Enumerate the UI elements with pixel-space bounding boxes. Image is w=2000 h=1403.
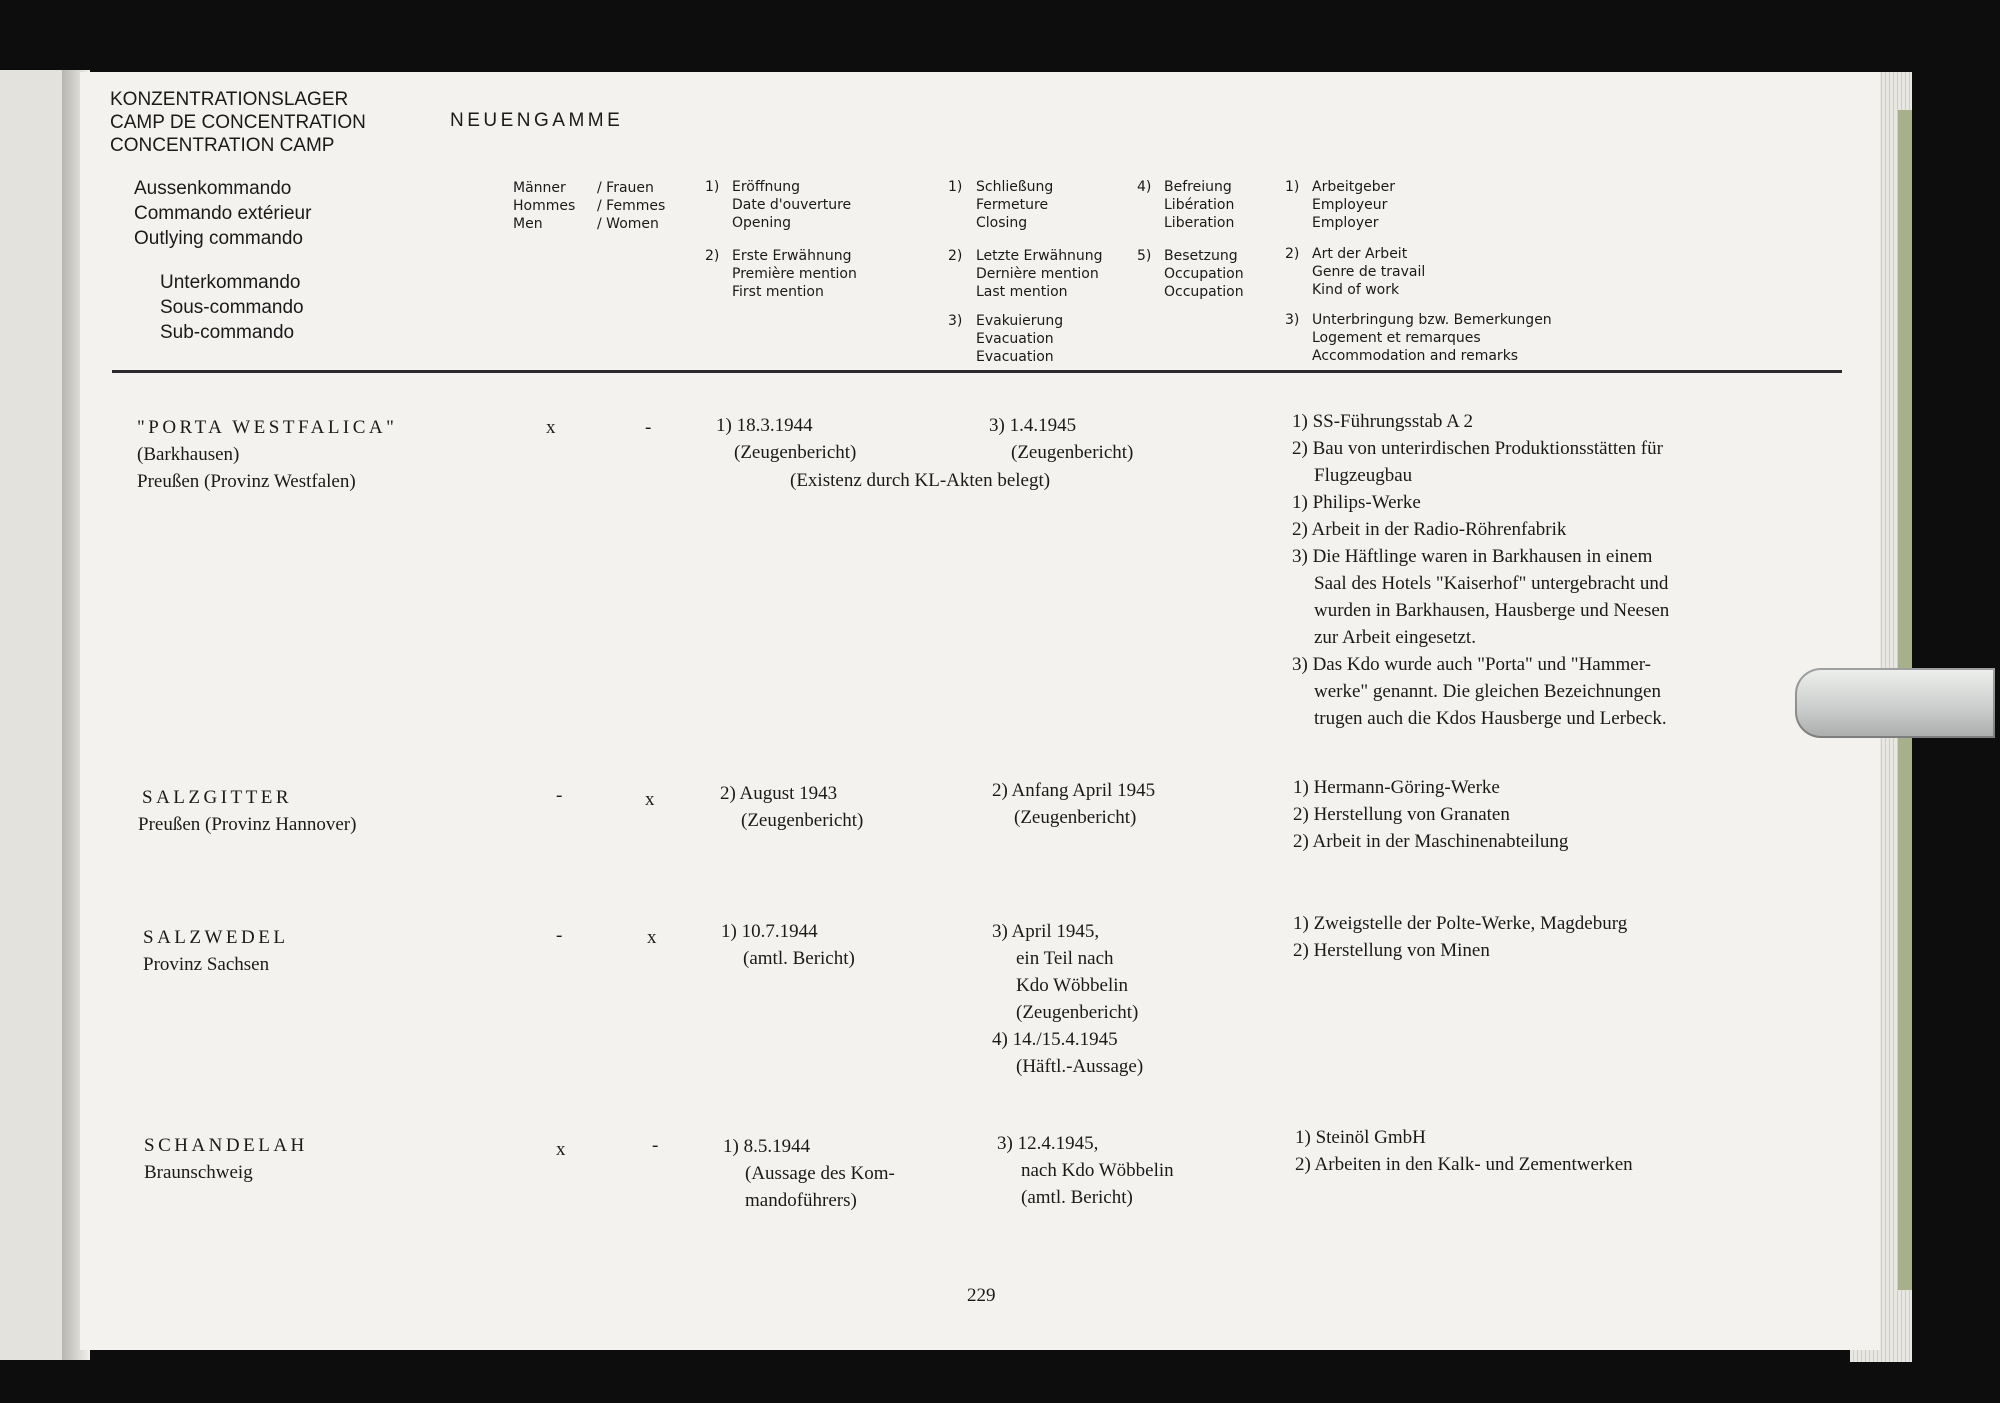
work-line: zur Arbeit eingesetzt. (1314, 627, 1476, 648)
opening-line: mandoführers) (745, 1190, 857, 1211)
closing-value (992, 918, 1143, 1080)
first-mention-de: Erste Erwähnung (732, 248, 852, 264)
work-line: 1) Philips-Werke (1292, 492, 1421, 513)
opening-date: 1) 18.3.1944 (716, 415, 813, 436)
men-mark: x (556, 1139, 566, 1160)
remarks-de: Unterbringung bzw. Bemerkungen (1312, 312, 1552, 328)
men-mark: x (546, 417, 556, 438)
first-mention-en: First mention (732, 284, 824, 300)
work-line: 1) Hermann-Göring-Werke (1293, 777, 1500, 798)
women-mark: - (645, 417, 652, 438)
opening-header (705, 178, 851, 232)
closing-date: 3) 1.4.1945 (989, 415, 1077, 436)
entry-region: Preußen (Provinz Hannover) (138, 814, 357, 835)
men-fr: Hommes (513, 198, 576, 214)
first-mention-header (705, 247, 857, 301)
evacuation-fr: Evacuation (976, 331, 1054, 347)
work-line: 2) Arbeit in der Maschinenabteilung (1293, 831, 1569, 852)
opening-value (716, 412, 856, 466)
work-line: werke" genannt. Die gleichen Bezeichnungen (1314, 681, 1661, 702)
work-details (1295, 1124, 1633, 1178)
evacuation-de: Evakuierung (976, 313, 1064, 329)
camp-name: NEUENGAMME (450, 110, 624, 131)
closing-en: Closing (976, 215, 1028, 231)
men-de: Männer (513, 180, 566, 196)
sub-commando-label (160, 270, 304, 345)
closing-line: 4) 14./15.4.1945 (992, 1029, 1118, 1050)
liberation-fr: Libération (1164, 197, 1235, 213)
occupation-fr: Occupation (1164, 266, 1244, 282)
liberation-en: Liberation (1164, 215, 1235, 231)
camp-label-de: KONZENTRATIONSLAGER (110, 89, 349, 110)
page-clip-body (1795, 668, 1995, 738)
remarks-en: Accommodation and remarks (1312, 348, 1519, 364)
sub-fr: Sous-commando (160, 297, 304, 318)
entry-name: SALZWEDEL (143, 927, 289, 948)
opening-source: (Zeugenbericht) (734, 442, 857, 463)
opening-en: Opening (732, 215, 792, 231)
closing-line: ein Teil nach (1016, 948, 1114, 969)
work-fr: Genre de travail (1312, 264, 1426, 280)
work-details (1293, 774, 1568, 855)
women-header (597, 179, 665, 233)
header-divider (112, 370, 1842, 373)
entry-name: "PORTA WESTFALICA" (137, 417, 398, 438)
occupation-header (1137, 247, 1244, 301)
remarks-fr: Logement et remarques (1312, 330, 1481, 346)
entry-porta-westfalica (137, 414, 397, 495)
entry-salzgitter (138, 784, 357, 838)
work-line: 3) Das Kdo wurde auch "Porta" und "Hammer- (1292, 654, 1651, 675)
women-mark: x (647, 927, 657, 948)
opening-value (720, 780, 863, 834)
last-mention-de: Letzte Erwähnung (976, 248, 1103, 264)
work-line: 2) Herstellung von Minen (1293, 940, 1490, 961)
entry-region: Braunschweig (144, 1162, 253, 1183)
opening-date: 2) August 1943 (720, 783, 838, 804)
women-de: / Frauen (597, 180, 654, 196)
opening-num: 1) (705, 179, 720, 195)
camp-label-fr: CAMP DE CONCENTRATION (110, 112, 366, 133)
men-mark: - (556, 785, 563, 806)
work-line: Flugzeugbau (1314, 465, 1413, 486)
closing-fr: Fermeture (976, 197, 1049, 213)
last-mention-header (948, 247, 1103, 301)
opening-date: 1) 10.7.1944 (721, 921, 818, 942)
occupation-de: Besetzung (1164, 248, 1238, 264)
opening-de: Eröffnung (732, 179, 801, 195)
remarks-header (1285, 311, 1552, 365)
men-mark: - (556, 925, 563, 946)
closing-line: nach Kdo Wöbbelin (1021, 1160, 1174, 1181)
entry-name: SCHANDELAH (144, 1135, 308, 1156)
closing-source: (Zeugenbericht) (1014, 807, 1137, 828)
page-clip (1795, 668, 1995, 738)
closing-value (997, 1130, 1174, 1211)
entry-name: SALZGITTER (142, 787, 293, 808)
work-line: 1) SS-Führungsstab A 2 (1292, 411, 1474, 432)
work-line: 2) Bau von unterirdischen Produktionsstätten für (1292, 438, 1663, 459)
liberation-header (1137, 178, 1234, 232)
women-mark: x (645, 789, 655, 810)
work-num: 2) (1285, 246, 1300, 262)
opening-source: (Zeugenbericht) (741, 810, 864, 831)
men-en: Men (513, 216, 543, 232)
kind-of-work-header (1285, 245, 1425, 299)
work-en: Kind of work (1312, 282, 1400, 298)
occupation-en: Occupation (1164, 284, 1244, 300)
entry-schandelah (144, 1132, 308, 1186)
work-line: 3) Die Häftlinge waren in Barkhausen in einem (1292, 546, 1653, 567)
evacuation-header (948, 312, 1063, 366)
sub-en: Sub-commando (160, 322, 295, 343)
closing-value (992, 777, 1155, 831)
closing-line: (Zeugenbericht) (1016, 1002, 1139, 1023)
closing-de: Schließung (976, 179, 1054, 195)
closing-line: (Häftl.-Aussage) (1016, 1056, 1144, 1077)
previous-page-edge (0, 70, 70, 1360)
last-mention-fr: Dernière mention (976, 266, 1099, 282)
work-line: Saal des Hotels "Kaiserhof" untergebracht und (1314, 573, 1669, 594)
liberation-num: 4) (1137, 179, 1152, 195)
remarks-num: 3) (1285, 312, 1300, 328)
existence-note: (Existenz durch KL-Akten belegt) (790, 470, 1051, 491)
last-mention-en: Last mention (976, 284, 1068, 300)
outlying-de: Aussenkommando (134, 178, 292, 199)
work-line: 2) Arbeiten in den Kalk- und Zementwerken (1295, 1154, 1633, 1175)
employer-en: Employer (1312, 215, 1379, 231)
outlying-en: Outlying commando (134, 228, 303, 249)
closing-date: 3) 12.4.1945, (997, 1133, 1099, 1154)
closing-date: 2) Anfang April 1945 (992, 780, 1156, 801)
work-line: 2) Herstellung von Granaten (1293, 804, 1510, 825)
liberation-de: Befreiung (1164, 179, 1232, 195)
camp-label (110, 88, 366, 157)
closing-num: 1) (948, 179, 963, 195)
opening-line: (Aussage des Kom- (745, 1163, 895, 1184)
entry-sub: (Barkhausen) (137, 444, 240, 465)
closing-line: Kdo Wöbbelin (1016, 975, 1129, 996)
employer-de: Arbeitgeber (1312, 179, 1395, 195)
employer-num: 1) (1285, 179, 1300, 195)
women-en: / Women (597, 216, 659, 232)
employer-header (1285, 178, 1395, 232)
opening-source: (amtl. Bericht) (743, 948, 855, 969)
work-line: 1) Steinöl GmbH (1295, 1127, 1426, 1148)
first-mention-num: 2) (705, 248, 720, 264)
camp-label-en: CONCENTRATION CAMP (110, 135, 335, 156)
page-number: 229 (967, 1285, 996, 1306)
work-de: Art der Arbeit (1312, 246, 1408, 262)
entry-salzwedel (143, 924, 288, 978)
closing-line: (amtl. Bericht) (1021, 1187, 1133, 1208)
last-mention-num: 2) (948, 248, 963, 264)
opening-fr: Date d'ouverture (732, 197, 852, 213)
entry-region: Provinz Sachsen (143, 954, 270, 975)
work-line: wurden in Barkhausen, Hausberge und Neesen (1314, 600, 1670, 621)
work-details (1293, 910, 1627, 964)
first-mention-fr: Première mention (732, 266, 857, 282)
women-mark: - (652, 1135, 659, 1156)
opening-date: 1) 8.5.1944 (723, 1136, 811, 1157)
evacuation-en: Evacuation (976, 349, 1054, 365)
men-header (513, 179, 575, 233)
work-line: 2) Arbeit in der Radio-Röhrenfabrik (1292, 519, 1567, 540)
occupation-num: 5) (1137, 248, 1152, 264)
closing-date: 3) April 1945, (992, 921, 1100, 942)
sub-de: Unterkommando (160, 272, 301, 293)
closing-source: (Zeugenbericht) (1011, 442, 1134, 463)
work-line: trugen auch die Kdos Hausberge und Lerbeck. (1314, 708, 1667, 729)
closing-header (948, 178, 1053, 232)
evacuation-num: 3) (948, 313, 963, 329)
outlying-commando-label (134, 176, 311, 251)
work-line: 1) Zweigstelle der Polte-Werke, Magdeburg (1293, 913, 1628, 934)
opening-value (723, 1133, 895, 1214)
outlying-fr: Commando extérieur (134, 203, 312, 224)
work-details (1292, 408, 1669, 732)
employer-fr: Employeur (1312, 197, 1388, 213)
women-fr: / Femmes (597, 198, 666, 214)
book-page (80, 72, 1880, 1350)
opening-value (721, 918, 855, 972)
closing-value (989, 412, 1133, 466)
entry-region: Preußen (Provinz Westfalen) (137, 471, 356, 492)
